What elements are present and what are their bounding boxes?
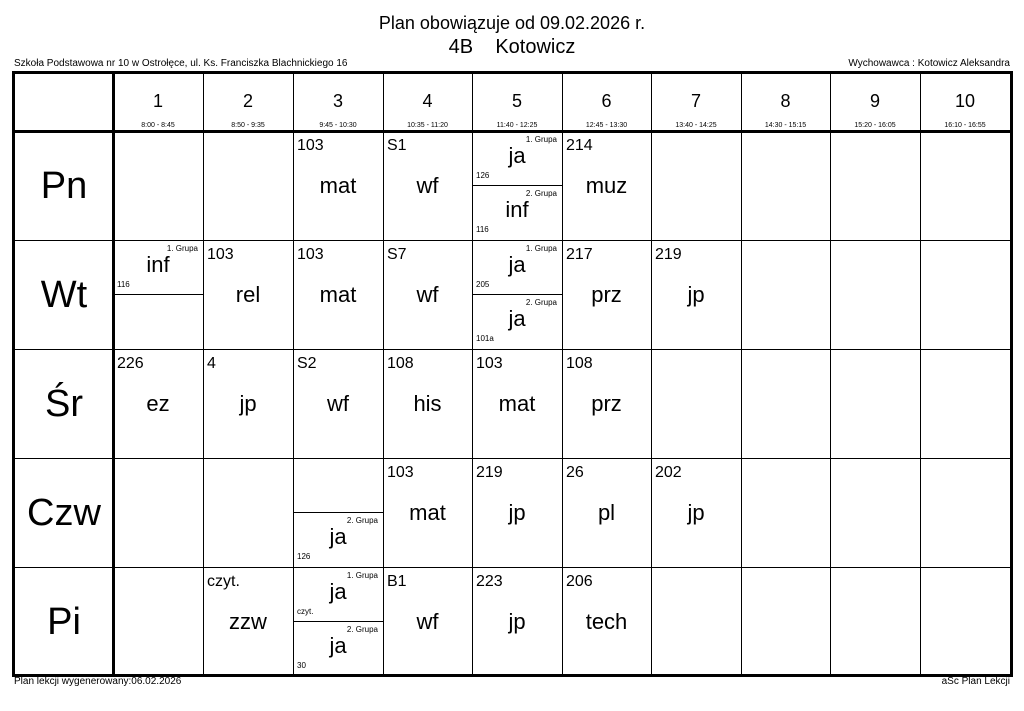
period-number: 9 xyxy=(869,91,880,111)
lesson-subject: wf xyxy=(416,282,439,307)
group-divider xyxy=(113,294,203,295)
lesson-subject: ja xyxy=(508,143,526,168)
group-divider xyxy=(472,185,562,186)
lesson-subject: jp xyxy=(508,500,526,525)
grid-line xyxy=(651,74,652,674)
lesson-room: 30 xyxy=(297,661,306,670)
lesson-subject: ja xyxy=(508,252,526,277)
lesson-group: 1. Grupa xyxy=(166,244,198,253)
period-time: 12:45 - 13:30 xyxy=(585,122,628,129)
plan-title: Plan obowiązuje od 09.02.2026 r. xyxy=(378,13,646,33)
grid-line xyxy=(830,74,831,674)
generated-date: Plan lekcji wygenerowany:06.02.2026 xyxy=(14,676,182,687)
period-number: 5 xyxy=(511,91,522,111)
lesson-subject: ja xyxy=(329,579,347,604)
lesson-room: 103 xyxy=(207,246,234,263)
lesson-subject: ja xyxy=(508,306,526,331)
lesson-subject: pl xyxy=(597,500,616,525)
homeroom-teacher: Wychowawca : Kotowicz Aleksandra xyxy=(848,58,1010,69)
lesson-subject: wf xyxy=(327,391,349,416)
lesson-subject: inf xyxy=(146,252,170,277)
grid-line xyxy=(15,567,1010,568)
group-divider xyxy=(293,512,383,513)
day-label: Pn xyxy=(40,165,88,207)
period-time: 8:00 - 8:45 xyxy=(141,122,175,129)
lesson-room: 202 xyxy=(655,464,682,481)
lesson-room: 126 xyxy=(297,552,311,561)
grid-line xyxy=(203,74,204,674)
lesson-group: 2. Grupa xyxy=(525,189,557,198)
class-title: 4B Kotowicz xyxy=(448,36,576,58)
period-time: 9:45 - 10:30 xyxy=(319,122,357,129)
period-number: 1 xyxy=(152,91,163,111)
period-number: 2 xyxy=(242,91,253,111)
grid-line xyxy=(920,74,921,674)
lesson-subject: muz xyxy=(585,173,628,198)
period-time: 14:30 - 15:15 xyxy=(764,122,807,129)
lesson-room: 26 xyxy=(566,464,584,481)
period-time: 11:40 - 12:25 xyxy=(496,122,538,129)
group-divider xyxy=(472,294,562,295)
lesson-subject: wf xyxy=(416,609,439,634)
lesson-room: czyt. xyxy=(297,607,314,616)
period-time: 8:50 - 9:35 xyxy=(231,122,265,129)
lesson-group: 2. Grupa xyxy=(525,298,557,307)
lesson-subject: prz xyxy=(591,391,622,416)
grid-line xyxy=(15,240,1010,241)
lesson-room: 116 xyxy=(476,225,489,234)
grid-line xyxy=(562,74,563,674)
grid-line xyxy=(15,130,1010,133)
lesson-subject: his xyxy=(413,391,442,416)
period-number: 3 xyxy=(332,91,343,111)
lesson-group: 2. Grupa xyxy=(346,625,378,634)
lesson-subject: jp xyxy=(687,282,705,307)
lesson-subject: mat xyxy=(498,391,536,416)
period-number: 10 xyxy=(954,91,976,111)
lesson-subject: zzw xyxy=(229,609,267,634)
period-time: 13:40 - 14:25 xyxy=(675,122,717,129)
lesson-room: 217 xyxy=(566,246,593,263)
lesson-room: 223 xyxy=(476,573,503,590)
grid-line xyxy=(15,458,1010,459)
period-time: 16:10 - 16:55 xyxy=(944,122,986,129)
lesson-room: 126 xyxy=(476,171,490,180)
lesson-subject: tech xyxy=(585,609,628,634)
lesson-subject: jp xyxy=(239,391,257,416)
lesson-subject: jp xyxy=(508,609,526,634)
grid-line xyxy=(15,349,1010,350)
day-label: Czw xyxy=(27,492,101,534)
lesson-room: 108 xyxy=(566,355,593,372)
lesson-subject: ja xyxy=(329,524,347,549)
period-number: 6 xyxy=(601,91,612,111)
period-number: 7 xyxy=(690,91,701,111)
lesson-subject: ja xyxy=(329,633,347,658)
period-number: 4 xyxy=(422,91,433,111)
lesson-subject: rel xyxy=(235,282,261,307)
lesson-room: 108 xyxy=(387,355,414,372)
lesson-subject: ez xyxy=(146,391,170,416)
lesson-subject: mat xyxy=(319,282,357,307)
lesson-subject: mat xyxy=(319,173,357,198)
period-time: 15:20 - 16:05 xyxy=(854,122,896,129)
grid-line xyxy=(383,74,384,674)
day-label: Wt xyxy=(40,274,88,316)
lesson-room: 206 xyxy=(566,573,593,590)
lesson-room: S2 xyxy=(297,355,317,372)
lesson-room: 103 xyxy=(387,464,414,481)
lesson-room: 116 xyxy=(117,280,130,289)
period-time: 10:35 - 11:20 xyxy=(407,122,448,129)
lesson-room: 103 xyxy=(476,355,503,372)
lesson-room: B1 xyxy=(387,573,407,590)
grid-line xyxy=(741,74,742,674)
lesson-room: 4 xyxy=(207,355,216,372)
lesson-group: 1. Grupa xyxy=(525,244,557,253)
lesson-group: 1. Grupa xyxy=(346,571,378,580)
lesson-room: S1 xyxy=(387,137,407,154)
lesson-room: 219 xyxy=(655,246,682,263)
lesson-room: 205 xyxy=(476,280,490,289)
lesson-room: 101a xyxy=(476,334,494,343)
period-number: 8 xyxy=(780,91,791,111)
lesson-subject: jp xyxy=(687,500,705,525)
lesson-group: 1. Grupa xyxy=(525,135,557,144)
lesson-subject: prz xyxy=(591,282,622,307)
lesson-room: 214 xyxy=(566,137,593,154)
day-label: Śr xyxy=(45,383,83,425)
lesson-subject: inf xyxy=(505,197,529,222)
lesson-room: czyt. xyxy=(207,573,240,590)
lesson-subject: wf xyxy=(416,173,439,198)
lesson-subject: mat xyxy=(409,500,446,525)
lesson-room: 103 xyxy=(297,137,324,154)
school-name: Szkoła Podstawowa nr 10 w Ostrołęce, ul. Ks. Franciszka Blachnickiego 16 xyxy=(14,58,348,69)
day-label: Pi xyxy=(47,601,81,643)
lesson-room: 226 xyxy=(117,355,144,372)
lesson-room: 219 xyxy=(476,464,503,481)
grid-line xyxy=(112,74,115,674)
software-name: aSc Plan Lekcji xyxy=(941,676,1010,687)
lesson-room: S7 xyxy=(387,246,407,263)
lesson-group: 2. Grupa xyxy=(346,516,378,525)
group-divider xyxy=(293,621,383,622)
lesson-room: 103 xyxy=(297,246,324,263)
